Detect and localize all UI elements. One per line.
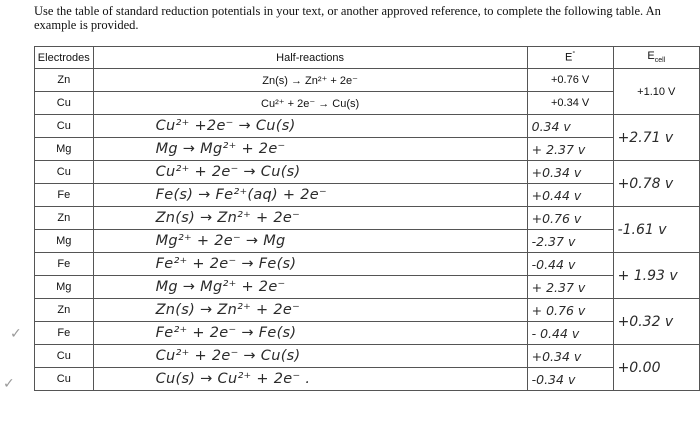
half-reaction-handwritten: Fe²⁺ + 2e⁻ → Fe(s) (93, 253, 527, 276)
table-row (35, 184, 700, 207)
half-reaction-handwritten: Fe²⁺ + 2e⁻ → Fe(s) (93, 322, 527, 345)
e-handwritten: -2.37 v (527, 230, 613, 253)
check-mark-icon: ✓ (10, 326, 22, 342)
half-reaction-handwritten: Cu(s) → Cu²⁺ + 2e⁻ . (93, 368, 527, 391)
half-reaction-handwritten: Mg → Mg²⁺ + 2e⁻ (93, 276, 527, 299)
electrode-cell: Cu (35, 115, 94, 138)
table-row (35, 368, 700, 391)
table-row (35, 299, 700, 322)
e-handwritten: - 0.44 v (527, 322, 613, 345)
ecell-handwritten: +2.71 v (613, 115, 699, 161)
e-handwritten: +0.44 v (527, 184, 613, 207)
e-handwritten: + 0.76 v (527, 299, 613, 322)
half-reaction-text: Cu²⁺ + 2e⁻ → Cu(s) (261, 97, 360, 110)
electrode-cell: Fe (35, 322, 94, 345)
e-handwritten: +0.76 v (527, 207, 613, 230)
electrode-cell: Zn (35, 299, 94, 322)
half-reaction-handwritten: Mg²⁺ + 2e⁻ → Mg (93, 230, 527, 253)
header-ecell-label: E (647, 50, 655, 63)
ecell-handwritten: +0.00 (613, 345, 699, 391)
electrode-cell: Cu (35, 368, 94, 391)
electrode-cell: Zn (35, 207, 94, 230)
e-handwritten: + 2.37 v (527, 138, 613, 161)
half-reaction-handwritten: Fe(s) → Fe²⁺(aq) + 2e⁻ (93, 184, 527, 207)
electrode-cell: Mg (35, 138, 94, 161)
header-row (35, 47, 700, 69)
electrode-cell: Cu (35, 92, 94, 115)
table-row (35, 345, 700, 368)
header-half-reactions: Half-reactions (93, 47, 527, 69)
ecell-cell: +1.10 V (613, 69, 699, 115)
e-handwritten: + 2.37 v (527, 276, 613, 299)
e-handwritten: +0.34 v (527, 345, 613, 368)
electrode-cell: Zn (35, 69, 94, 92)
electrode-cell: Mg (35, 276, 94, 299)
half-reaction-cell (93, 69, 527, 92)
e-cell: +0.34 V (527, 92, 613, 115)
ecell-handwritten: +0.32 v (613, 299, 699, 345)
table-row (35, 92, 700, 115)
half-reaction-handwritten: Cu²⁺ + 2e⁻ → Cu(s) (93, 345, 527, 368)
instructions: Use the table of standard reduction potentials in your text, or another approved reference, to complete the following table. An example is provided. (34, 4, 661, 32)
electrode-cell: Cu (35, 345, 94, 368)
table-row (35, 276, 700, 299)
e-handwritten: -0.44 v (527, 253, 613, 276)
e-handwritten: 0.34 v (527, 115, 613, 138)
half-reaction-handwritten: Zn(s) → Zn²⁺ + 2e⁻ (93, 207, 527, 230)
header-e-label: E (565, 51, 573, 64)
half-reaction-handwritten: Mg → Mg²⁺ + 2e⁻ (93, 138, 527, 161)
table-row (35, 138, 700, 161)
reduction-potential-table (34, 46, 700, 391)
half-reaction-handwritten: Cu²⁺ +2e⁻ → Cu(s) (93, 115, 527, 138)
e-handwritten: -0.34 v (527, 368, 613, 391)
table-row (35, 69, 700, 92)
electrode-cell: Mg (35, 230, 94, 253)
half-reaction-text: Zn(s) → Zn²⁺ + 2e⁻ (262, 74, 358, 87)
header-electrodes: Electrodes (35, 47, 94, 69)
table-row (35, 253, 700, 276)
table-row (35, 161, 700, 184)
half-reaction-cell (93, 92, 527, 115)
check-mark-icon: ✓ (3, 376, 15, 392)
e-handwritten: +0.34 v (527, 161, 613, 184)
header-e: E° (527, 47, 613, 69)
ecell-handwritten: + 1.93 v (613, 253, 699, 299)
ecell-handwritten: -1.61 v (613, 207, 699, 253)
electrode-cell: Cu (35, 161, 94, 184)
table-row (35, 115, 700, 138)
header-ecell (613, 47, 699, 69)
electrode-cell: Fe (35, 253, 94, 276)
electrode-cell: Fe (35, 184, 94, 207)
ecell-handwritten: +0.78 v (613, 161, 699, 207)
half-reaction-handwritten: Cu²⁺ + 2e⁻ → Cu(s) (93, 161, 527, 184)
half-reaction-handwritten: Zn(s) → Zn²⁺ + 2e⁻ (93, 299, 527, 322)
header-ecell-sub: cell (654, 57, 666, 65)
e-cell: +0.76 V (527, 69, 613, 92)
table-row (35, 207, 700, 230)
table-row (35, 322, 700, 345)
table-row (35, 230, 700, 253)
